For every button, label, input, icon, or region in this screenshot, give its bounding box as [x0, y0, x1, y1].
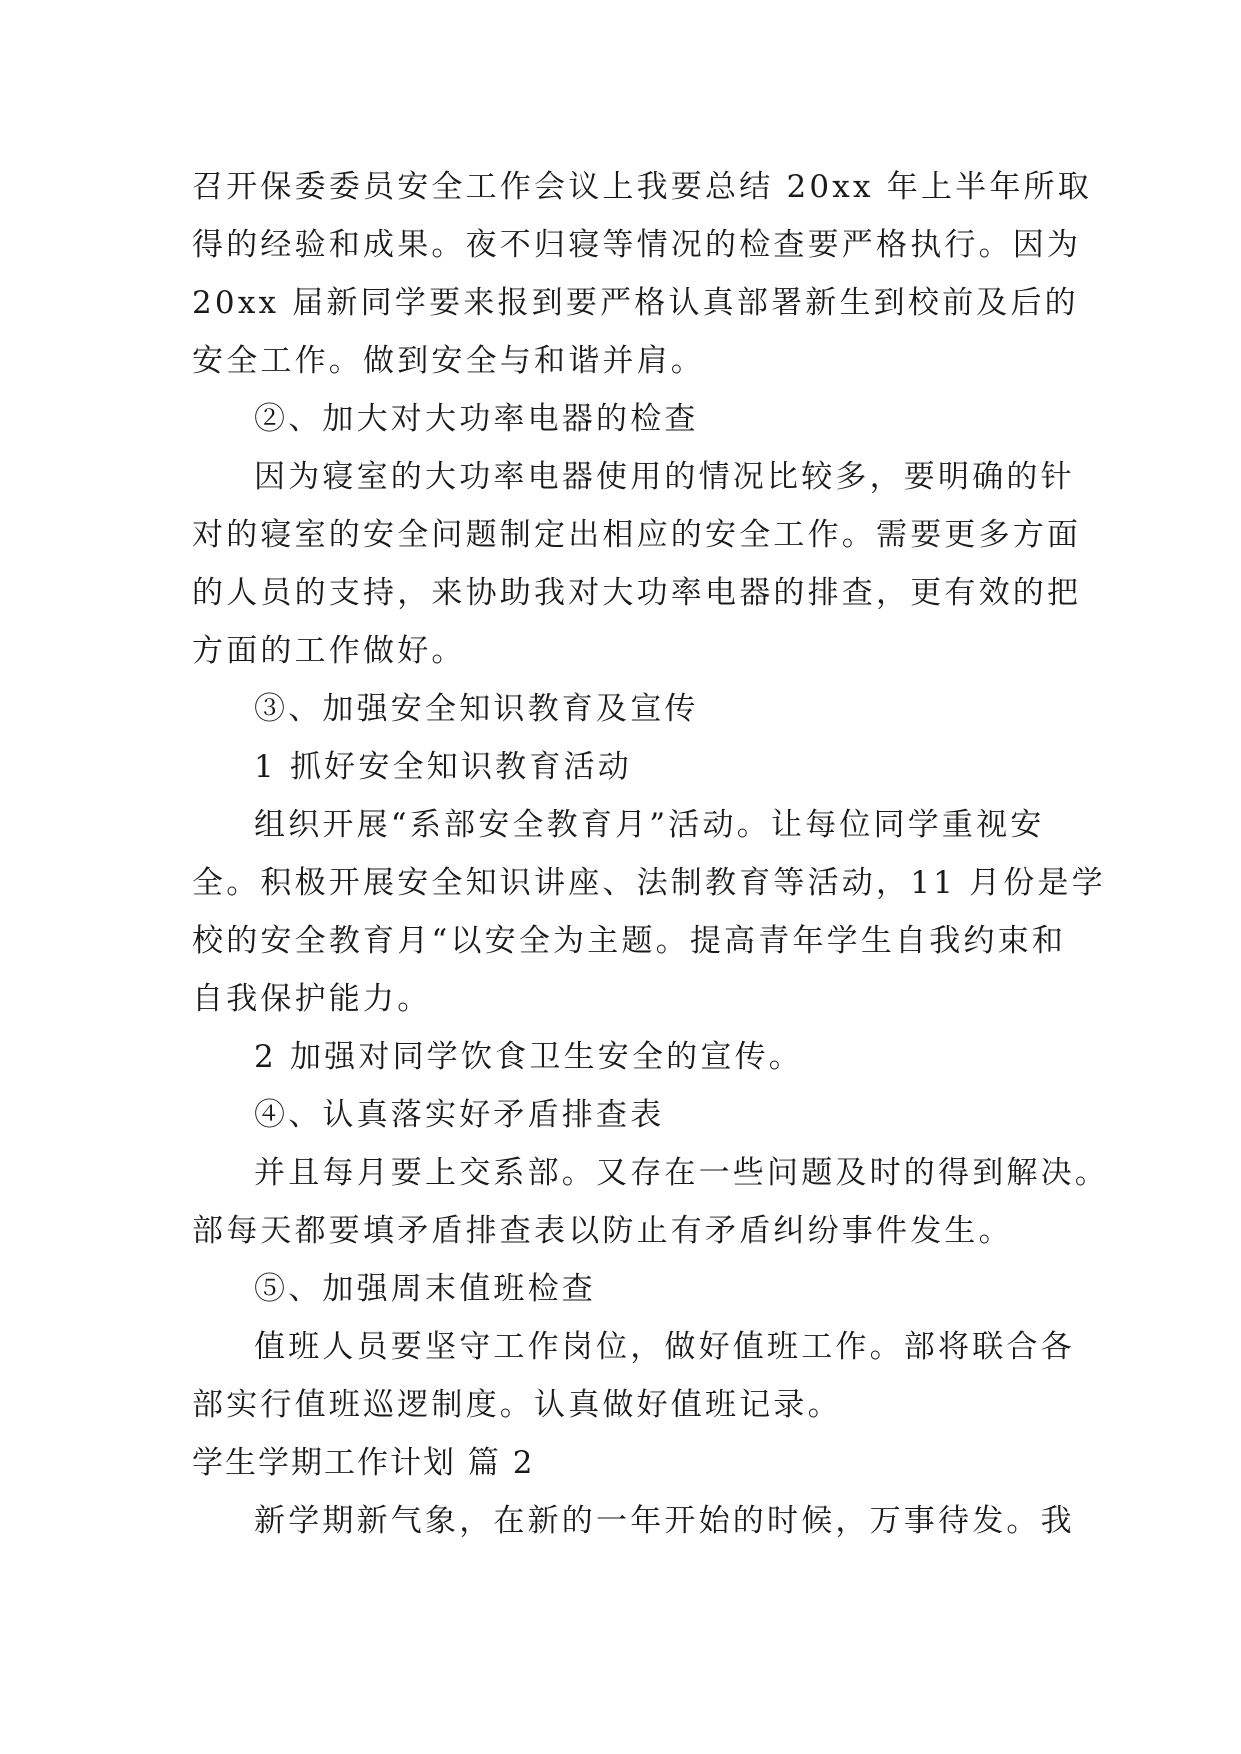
text-line: 新学期新气象，在新的一年开始的时候，万事待发。我 — [254, 1503, 1075, 1539]
text-line: 20xx 届新同学要来报到要严格认真部署新生到校前及后的 — [192, 285, 1079, 321]
text-line: 得的经验和成果。夜不归寝等情况的检查要严格执行。因为 — [192, 227, 1082, 263]
text-line: 校的安全教育月“以安全为主题。提高青年学生自我约束和 — [192, 923, 1067, 959]
text-line: ②、加大对大功率电器的检查 — [254, 401, 699, 437]
text-line: 组织开展“系部安全教育月”活动。让每位同学重视安 — [254, 807, 1045, 843]
section-heading: 学生学期工作计划 篇 2 — [192, 1445, 535, 1481]
text-line: 部实行值班巡逻制度。认真做好值班记录。 — [192, 1387, 842, 1423]
text-line: 1 抓好安全知识教育活动 — [254, 749, 632, 785]
text-line: 部每天都要填矛盾排查表以防止有矛盾纠纷事件发生。 — [192, 1213, 1013, 1249]
text-line: ③、加强安全知识教育及宣传 — [254, 691, 699, 727]
text-line: ⑤、加强周末值班检查 — [254, 1271, 596, 1307]
text-line: 2 加强对同学饮食卫生安全的宣传。 — [254, 1039, 803, 1075]
text-line: 自我保护能力。 — [192, 981, 432, 1017]
text-line: 并且每月要上交系部。又存在一些问题及时的得到解决。 — [254, 1155, 1109, 1191]
text-line: 值班人员要坚守工作岗位，做好值班工作。部将联合各 — [254, 1329, 1075, 1365]
text-line: ④、认真落实好矛盾排查表 — [254, 1097, 665, 1133]
text-line: 的人员的支持，来协助我对大功率电器的排查，更有效的把 — [192, 575, 1082, 611]
text-line: 安全工作。做到安全与和谐并肩。 — [192, 343, 705, 379]
text-line: 对的寝室的安全问题制定出相应的安全工作。需要更多方面 — [192, 517, 1082, 553]
document-page — [192, 158, 1109, 1550]
text-line: 召开保委委员安全工作会议上我要总结 20xx 年上半年所取 — [192, 169, 1092, 205]
text-line: 方面的工作做好。 — [192, 633, 466, 669]
text-line: 全。积极开展安全知识讲座、法制教育等活动，11 月份是学 — [192, 865, 1106, 901]
text-line: 因为寝室的大功率电器使用的情况比较多，要明确的针 — [254, 459, 1075, 495]
